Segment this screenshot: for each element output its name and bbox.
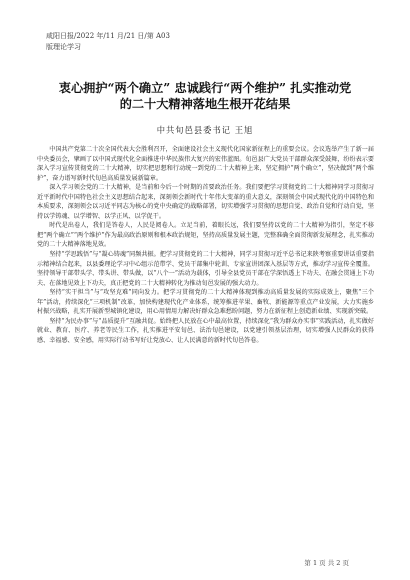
page-number: 第 1 页 共 2 页	[304, 559, 349, 567]
paragraph: 中国共产党第二十次全国代表大会胜利召开，全面建设社会主义现代化国家新征程上的重要会议。会议选举产生了新一届中央委员会，擘画了以中国式现代化全面推进中华民族伟大复兴的宏伟蓝图。旬邑县广大党员干部群众深受鼓舞，纷纷表示要深入学习宣传贯彻党的二十大精神，切实把思想和行动统一到党的二十大精神上来，坚定拥护“两个确立”，坚决做到“两个维护”，奋力谱写新时代旬邑高质量发展新篇章。	[37, 146, 374, 182]
title-line-2: 的二十大精神落地生根开花结果	[119, 97, 291, 111]
section-line: 版理论学习	[46, 43, 81, 51]
paragraph: 坚持“学思践悟”与“凝心铸魂”同频共振。把学习贯彻党的二十大精神，同学习贯彻习近平总书记来陕考察重要讲话重要指示精神结合起来，以县委理论学习中心组示范带学、党员干部集中轮训、专家宣讲团深入基层等方式，推动学习宣传全覆盖。坚持领导干部带头学、带头讲、带头做，以“八个一”活动为载体，引导全县党员干部在学深悟透上下功夫、在融会贯通上下功夫、在落地见效上下功夫，真正把党的二十大精神转化为推动旬邑发展的强大动力。	[37, 251, 374, 287]
paragraph: 坚持“实干担当”与“攻坚克难”同向发力。把学习贯彻党的二十大精神体现到推动高质量发展的实际成效上，聚焦“三个年”活动，持续深化“三项机制”改革，加快构建现代化产业体系，统筹推进苹果、畜牧、新能源等重点产业发展，大力实施乡村振兴战略，扎实开展新型城镇化建设，用心用情用力解决好群众急难愁盼问题，努力在新征程上创造新业绩、实现新突破。	[37, 289, 374, 316]
paragraph: 深入学习领会党的二十大精神，是当前和今后一个时期的首要政治任务。我们要把学习贯彻党的二十大精神同学习贯彻习近平新时代中国特色社会主义思想结合起来，深刻领会新时代十年伟大变革的重大意义，深刻领会中国式现代化的中国特色和本质要求，深刻领会以习近平同志为核心的党中央确定的战略部署，切实增强学习贯彻的思想自觉、政治自觉和行动自觉，坚持以学铸魂、以学增智、以学正风、以学促干。	[37, 184, 374, 220]
page-footer	[0, 558, 410, 567]
source-line: 咸阳日报/2022 年/11 月/21 日/第 A03	[46, 32, 170, 40]
article-source-info	[46, 31, 346, 53]
title-line-1: 衷心拥护“两个确立” 忠诚践行“两个维护” 扎实推动党	[58, 81, 352, 95]
paragraph: 坚持“为民办事”与“品质提升”互融共促。始终把人民放在心中最高位置，持续深化“我为群众办实事”实践活动，扎实做好就业、教育、医疗、养老等民生工作，扎实推进平安旬邑、法治旬邑建设，以党建引领基层治理，切实增强人民群众的获得感、幸福感、安全感，用实际行动书写好让党放心、让人民满意的新时代旬邑答卷。	[37, 317, 374, 344]
article-title	[30, 80, 380, 112]
article-body	[37, 145, 374, 345]
article-author: 中共旬邑县委书记 王旭	[156, 125, 254, 135]
paragraph: 时代是出卷人，我们是答卷人，人民是阅卷人。立足当前，着眼长远，我们要坚持以党的二十大精神为指引，坚定不移把“两个确立”“两个维护”作为最高政治原则和根本政治规矩，坚持高质量发展主题，完整准确全面贯彻新发展理念，扎实推动党的二十大精神落地见效。	[37, 222, 374, 249]
